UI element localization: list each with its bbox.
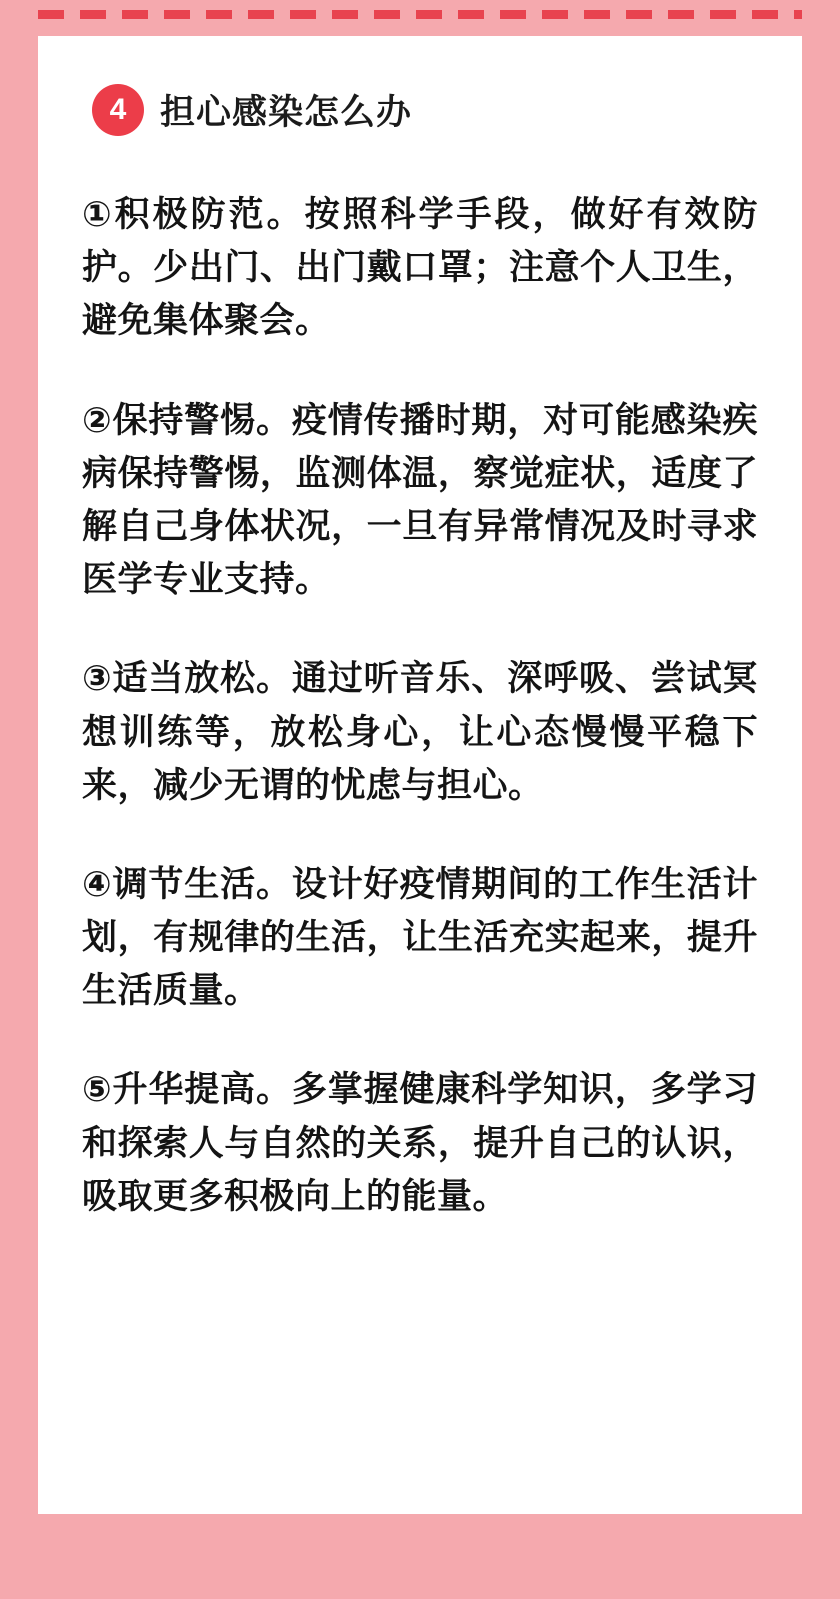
paragraph-item: ①积极防范。按照科学手段，做好有效防护。少出门、出门戴口罩；注意个人卫生，避免集体聚会。 (82, 195, 758, 341)
section-title: 担心感染怎么办 (160, 93, 413, 132)
paragraph-item: ③适当放松。通过听音乐、深呼吸、尝试冥想训练等，放松身心，让心态慢慢平稳下来，减少无谓的忧虑与担心。 (82, 659, 758, 805)
paragraph-list (82, 188, 758, 1223)
paragraph-item: ⑤升华提高。多掌握健康科学知识，多学习和探索人与自然的关系，提升自己的认识，吸取更多积极向上的能量。 (82, 1070, 758, 1216)
section-heading (92, 84, 758, 136)
paragraph-item: ②保持警惕。疫情传播时期，对可能感染疾病保持警惕，监测体温，察觉症状，适度了解自己身体状况，一旦有异常情况及时寻求医学专业支持。 (82, 400, 758, 600)
section-number-badge: 4 (92, 84, 144, 136)
dashed-divider-top (38, 10, 802, 19)
content-card (38, 36, 802, 1514)
paragraph-item: ④调节生活。设计好疫情期间的工作生活计划，有规律的生活，让生活充实起来，提升生活质量。 (82, 864, 758, 1011)
